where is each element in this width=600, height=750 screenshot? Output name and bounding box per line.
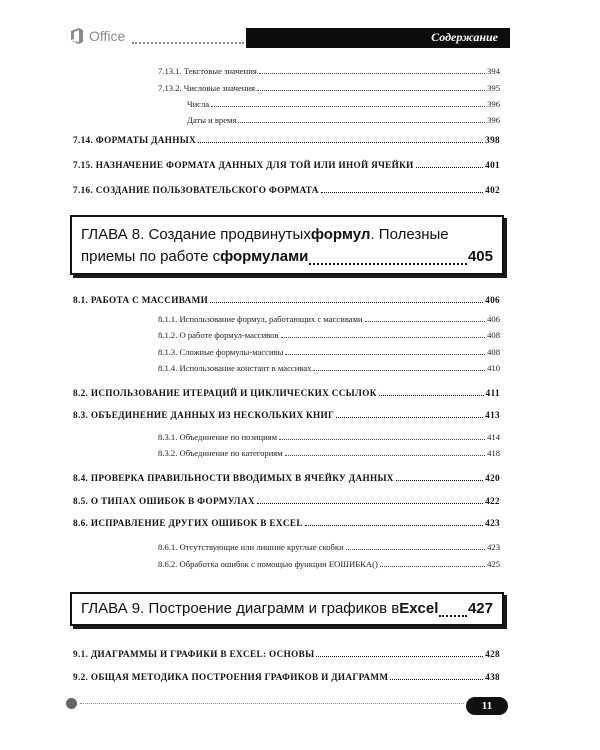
toc-entry-text: 8.1.3. Сложные формулы-массивы <box>158 347 284 357</box>
toc-section-text: 8.1. РАБОТА С МАССИВАМИ <box>73 295 209 305</box>
dot-leader <box>321 192 483 193</box>
toc-section-page: 398 <box>485 135 500 145</box>
toc-section[interactable] <box>73 388 500 398</box>
toc-entry-text: 8.3.1. Объединение по позициям <box>158 432 278 442</box>
toc-section-text: 8.4. ПРОВЕРКА ПРАВИЛЬНОСТИ ВВОДИМЫХ В ЯЧЕЙКУ ДАННЫХ <box>73 473 394 483</box>
dot-leader <box>316 656 483 657</box>
toc-section-text: 9.1. ДИАГРАММЫ И ГРАФИКИ В EXCEL: ОСНОВЫ <box>73 649 315 659</box>
chapter-8-line2-prefix: приемы по работе с <box>81 248 221 265</box>
dot-leader <box>259 73 485 74</box>
dot-leader <box>379 395 484 396</box>
toc-entry[interactable] <box>187 99 500 109</box>
toc-entry[interactable] <box>158 559 500 569</box>
chapter-9-line <box>72 598 502 620</box>
toc-entry[interactable] <box>158 83 500 93</box>
toc-entry-page: 425 <box>487 559 500 569</box>
chapter-8-line-1 <box>72 224 502 246</box>
toc-section-page: 438 <box>485 672 500 682</box>
toc-section-page: 401 <box>485 160 500 170</box>
chapter-9-heading[interactable] <box>70 592 504 626</box>
chapter-8-line2-bold: формулами <box>220 248 309 265</box>
toc-section-text: 7.16. СОЗДАНИЕ ПОЛЬЗОВАТЕЛЬСКОГО ФОРМАТА <box>73 185 319 195</box>
dot-leader <box>257 503 483 504</box>
toc-section-page: 402 <box>485 185 500 195</box>
toc-section[interactable] <box>73 160 500 170</box>
toc-section[interactable] <box>73 518 500 528</box>
toc-entry-page: 395 <box>487 83 500 93</box>
dot-leader <box>257 90 485 91</box>
toc-entry-page: 410 <box>487 363 500 373</box>
toc-entry[interactable] <box>158 432 500 442</box>
toc-entry-page: 414 <box>487 432 500 442</box>
section-title-bar <box>246 28 510 48</box>
toc-entry[interactable] <box>158 314 500 324</box>
toc-section-page: 423 <box>485 518 500 528</box>
toc-section[interactable] <box>73 295 500 305</box>
toc-section-text: 7.14. ФОРМАТЫ ДАННЫХ <box>73 135 197 145</box>
toc-section-page: 420 <box>485 473 500 483</box>
toc-section-text: 7.15. НАЗНАЧЕНИЕ ФОРМАТА ДАННЫХ ДЛЯ ТОЙ ИЛИ ИНОЙ ЯЧЕЙКИ <box>73 160 414 170</box>
toc-section-page: 411 <box>485 388 500 398</box>
page-header <box>0 0 600 62</box>
dot-leader <box>313 370 485 371</box>
toc-entry-page: 418 <box>487 448 500 458</box>
toc-section[interactable] <box>73 649 500 659</box>
toc-entry-page: 396 <box>487 115 500 125</box>
toc-section[interactable] <box>73 672 500 682</box>
dot-leader <box>390 679 483 680</box>
toc-section-text: 8.3. ОБЪЕДИНЕНИЕ ДАННЫХ ИЗ НЕСКОЛЬКИХ КНИГ <box>73 410 335 420</box>
toc-entry[interactable] <box>158 448 500 458</box>
toc-entry-text: 8.1.2. О работе формул-массивов <box>158 330 279 340</box>
chapter-8-bold-word: формул <box>310 226 371 243</box>
dot-leader <box>305 525 483 526</box>
chapter-8-page: 405 <box>467 248 493 265</box>
chapter-9-bold-word: Excel <box>399 600 439 617</box>
chapter-8-heading[interactable] <box>70 215 504 275</box>
dot-leader <box>380 566 485 567</box>
dot-leader <box>198 142 483 143</box>
dot-leader <box>281 337 486 338</box>
toc-entry[interactable] <box>158 347 500 357</box>
toc-section-page: 422 <box>485 496 500 506</box>
dot-leader <box>238 122 485 123</box>
toc-entry-text: Числа <box>187 99 210 109</box>
toc-section[interactable] <box>73 185 500 195</box>
toc-section[interactable] <box>73 473 500 483</box>
toc-entry-text: 8.1.4. Использование констант в массивах <box>158 363 312 373</box>
toc-section-text: 8.2. ИСПОЛЬЗОВАНИЕ ИТЕРАЦИЙ И ЦИКЛИЧЕСКИХ ССЫЛОК <box>73 388 377 398</box>
toc-section-text: 9.2. ОБЩАЯ МЕТОДИКА ПОСТРОЕНИЯ ГРАФИКОВ И ДИАГРАММ <box>73 672 389 682</box>
footer-circle-marker <box>66 698 77 709</box>
toc-entry[interactable] <box>158 66 500 76</box>
toc-entry-page: 408 <box>487 347 500 357</box>
chapter-8-suffix: . Полезные <box>370 226 449 243</box>
chapter-9-page: 427 <box>467 600 493 617</box>
dot-leader <box>346 549 485 550</box>
dot-leader <box>336 417 483 418</box>
toc-section[interactable] <box>73 410 500 420</box>
section-title: Содержание <box>431 30 498 44</box>
dot-leader <box>396 480 483 481</box>
toc-section[interactable] <box>73 135 500 145</box>
dot-leader <box>210 302 483 303</box>
toc-entry-page: 406 <box>487 314 500 324</box>
toc-section-text: 8.6. ИСПРАВЛЕНИЕ ДРУГИХ ОШИБОК В EXCEL <box>73 518 303 528</box>
toc-entry-page: 408 <box>487 330 500 340</box>
toc-entry-text: Даты и время <box>187 115 237 125</box>
toc-entry-page: 423 <box>487 542 500 552</box>
toc-section[interactable] <box>73 496 500 506</box>
toc-entry-text: 8.3.2. Объединение по категориям <box>158 448 283 458</box>
footer-dotted-line <box>80 703 464 704</box>
dot-leader <box>285 455 485 456</box>
toc-entry[interactable] <box>158 363 500 373</box>
toc-section-text: 8.5. О ТИПАХ ОШИБОК В ФОРМУЛАХ <box>73 496 255 506</box>
toc-section-page: 428 <box>485 649 500 659</box>
dot-leader <box>439 615 467 617</box>
dot-leader <box>309 263 467 265</box>
toc-entry[interactable] <box>158 330 500 340</box>
page-number-badge: 11 <box>466 697 508 715</box>
office-logo <box>70 28 125 44</box>
toc-entry-text: 8.6.2. Обработка ошибок с помощью функции ЕОШИБКА() <box>158 559 378 569</box>
toc-entry-page: 396 <box>487 99 500 109</box>
dot-leader <box>365 321 485 322</box>
dot-leader <box>279 439 485 440</box>
office-logo-icon <box>70 28 84 44</box>
chapter-9-prefix: ГЛАВА 9. Построение диаграмм и графиков в <box>81 600 400 617</box>
toc-entry-page: 394 <box>487 66 500 76</box>
dot-leader <box>416 167 484 168</box>
toc-entry[interactable] <box>158 542 500 552</box>
toc-entry-text: 8.6.1. Отсутствующие или лишние круглые скобки <box>158 542 344 552</box>
dot-leader <box>211 106 485 107</box>
chapter-8-line-2 <box>72 246 502 268</box>
dot-leader <box>285 354 485 355</box>
logo-text: Office <box>89 28 126 44</box>
toc-entry[interactable] <box>187 115 500 125</box>
toc-entry-text: 7.13.2. Числовые значения <box>158 83 255 93</box>
toc-section-page: 406 <box>485 295 500 305</box>
toc-section-page: 413 <box>485 410 500 420</box>
header-dotted-leader <box>132 30 244 44</box>
chapter-8-prefix: ГЛАВА 8. Создание продвинутых <box>81 226 311 243</box>
toc-entry-text: 8.1.1. Использование формул, работающих с массивами <box>158 314 363 324</box>
toc-entry-text: 7.13.1. Текстовые значения <box>158 66 257 76</box>
